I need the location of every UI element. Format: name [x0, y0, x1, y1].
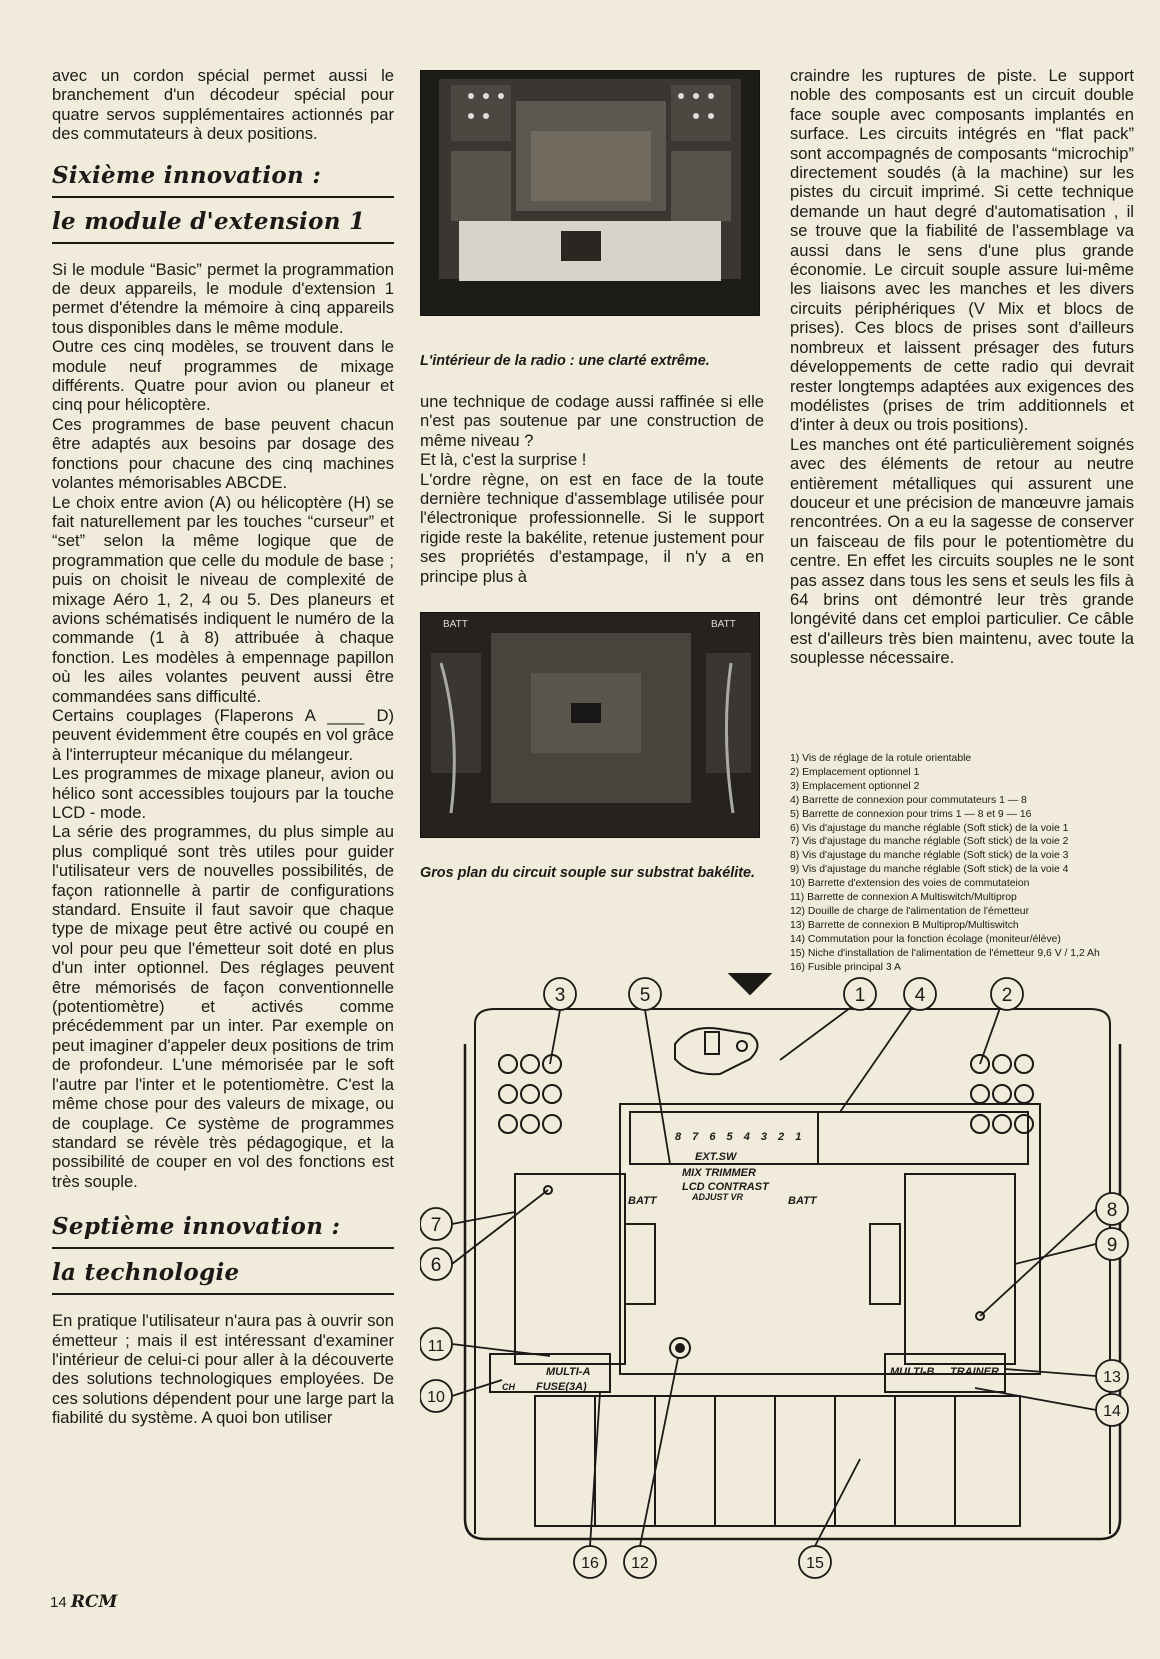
column-3: [790, 66, 1134, 668]
batt-right-label: BATT: [788, 1195, 817, 1207]
svg-text:12: 12: [631, 1555, 649, 1572]
photo-caption-1: L'intérieur de la radio : une clarté extrême.: [420, 353, 710, 369]
paragraph: Les programmes de mixage planeur, avion ou hélico sont accessibles toujours par la touche LCD - mode.: [52, 764, 394, 822]
svg-text:5: 5: [639, 985, 651, 1006]
svg-text:14: 14: [1103, 1403, 1121, 1420]
magazine-logo: RCM: [70, 1592, 118, 1612]
legend-item: 8) Vis d'ajustage du manche réglable (Soft stick) de la voie 3: [790, 850, 1069, 862]
callout-12: [624, 1358, 678, 1578]
legend-item: 9) Vis d'ajustage du manche réglable (Soft stick) de la voie 4: [790, 864, 1069, 876]
fuse-label: FUSE(3A): [536, 1381, 587, 1393]
heading-line: Septième innovation :: [52, 1213, 394, 1249]
mix-trimmer-label: MIX TRIMMER: [682, 1167, 756, 1179]
svg-text:7: 7: [430, 1215, 442, 1236]
multi-a-label: MULTI-A: [546, 1366, 591, 1378]
callout-14: [975, 1388, 1128, 1426]
pcb-digit-row: 8 7 6 5 4 3 2 1: [675, 1131, 806, 1143]
paragraph: avec un cordon spécial permet aussi le branchement d'un décodeur spécial pour quatre servos supplémentaires actionnés par des commutateurs à deux positions.: [52, 66, 394, 144]
svg-text:13: 13: [1103, 1369, 1121, 1386]
adjust-vr-label: ADJUST VR: [692, 1192, 744, 1202]
photo-radio-interior: [420, 70, 760, 316]
paragraph: craindre les ruptures de piste. Le support noble des composants est un circuit double face souple avec composants implantés en surface. Les circuits intégrés en “flat pack” sont accompagnés de composants “microchip” directement soudés (à la machine) sur les pistes du circuit imprimé. Si cette technique demande un haut degré d'automatisation , il se trouve que la fiabilité de l'assemblage va aussi dans le sens d'une plus grande économie. Le circuit souple assure lui-même les liaisons avec les manches et les divers circuits périphériques (V Mix et blocs de prises). Ces blocs de prises sont d'ailleurs nombreux et laissent présager des futurs développements de cette radio qui devrait rester longtemps adaptées aux exigences des modélistes (prises de trim additionnels et d'inter à deux ou trois positions).: [790, 66, 1134, 435]
callout-13: [1005, 1360, 1128, 1392]
svg-text:3: 3: [554, 985, 566, 1006]
trainer-label: TRAINER: [950, 1366, 999, 1378]
callout-11: [420, 1328, 550, 1360]
legend-item: 11) Barrette de connexion A Multiswitch/Multiprop: [790, 892, 1017, 904]
svg-text:2: 2: [1001, 985, 1013, 1006]
callout-15: [799, 1459, 860, 1578]
callout-5: [629, 978, 670, 1164]
svg-text:10: 10: [427, 1389, 445, 1406]
heading-line: le module d'extension 1: [52, 208, 394, 244]
svg-text:16: 16: [581, 1555, 599, 1572]
paragraph: Le choix entre avion (A) ou hélicoptère (H) se fait naturellement par les touches “curseur” et “set” selon la même logique que de programmation que celle du module de base ; puis on choisit le niveau de complexité de mixage Aéro 1, 2, 4 ou 5. Des planeurs et avions schématisés indiquent le numéro de la commande (1 à 8) attribuée à chaque fonction. Les modèles à empennage papillon où les ailes volantes peuvent aussi être commandées sans difficulté.: [52, 492, 394, 706]
column-1: [52, 66, 394, 1428]
multi-b-label: MULTI-B: [890, 1366, 935, 1378]
legend-item: 14) Commutation pour la fonction écolage (moniteur/élève): [790, 933, 1061, 945]
ch-label: CH: [502, 1382, 515, 1392]
callout-3: [544, 978, 576, 1064]
legend-item: 6) Vis d'ajustage du manche réglable (Soft stick) de la voie 1: [790, 822, 1069, 834]
section-heading-7: [52, 1213, 394, 1295]
paragraph: Ces programmes de base peuvent chacun être adaptés aux besoins par dosage des fonctions pour chacune des cinq machines volantes mémorisables ABCDE.: [52, 414, 394, 493]
svg-text:15: 15: [806, 1555, 824, 1572]
svg-text:6: 6: [430, 1255, 442, 1276]
diagram-legend: [790, 752, 1140, 975]
legend-item: 1) Vis de réglage de la rotule orientable: [790, 753, 972, 764]
legend-item: 4) Barrette de connexion pour commutateurs 1 — 8: [790, 794, 1027, 806]
paragraph: Certains couplages (Flaperons A ____ D) peuvent évidemment être coupés en vol grâce à l'interrupteur mécanique du mélangeur.: [52, 705, 394, 764]
column-2: [420, 392, 764, 586]
lcd-contrast-label: LCD CONTRAST: [682, 1181, 769, 1193]
legend-item: 3) Emplacement optionnel 2: [790, 780, 920, 792]
paragraph: Et là, c'est la surprise !: [420, 450, 587, 470]
svg-text:9: 9: [1106, 1235, 1118, 1256]
callout-16: [574, 1392, 606, 1578]
transmitter-diagram: [420, 964, 1140, 1584]
legend-item: 15) Niche d'installation de l'alimentation de l'émetteur 9,6 V / 1,2 Ah: [790, 947, 1100, 959]
ext-sw-label: EXT.SW: [695, 1151, 737, 1163]
photo-batt-right-label: BATT: [711, 619, 736, 630]
paragraph: La série des programmes, du plus simple au plus compliqué sont très utiles pour guider l'utilisateur vers de nouvelles possibilités, de façon rationnelle à partir de configurations standard. Ensuite il faut savoir que chaque type de mixage peut être activé ou coupé en vol pour peu que l'émetteur soit doté en plus d'un inter optionnel. Des réglages peuvent être mémorisés de façon conventionnelle (potentiomètre) et activés comme précédemment par un inter. Par exemple on peut imaginer d'appeler deux positions de trim de profondeur. L'une mémorisée par le soft l'autre par l'inter et le potentiomètre. C'est la même chose pour des valeurs de mixage, ou de couplage. Ce système de programmes standard se révèle très pédagogique, et la possibilité de couper en vol des fonctions est très souple.: [52, 822, 394, 1191]
legend-item: 16) Fusible principal 3 A: [790, 961, 901, 973]
paragraph: Les manches ont été particulièrement soignés avec des éléments de retour au neutre entièrement métalliques qui assurent une douceur et une précision de manœuvre jamais rencontrées. On a eu la sagesse de conserver un faisceau de fils pour le potentiomètre du centre. En effet les circuits souples ne le sont pas assez dans tous les sens et seuls les fils à 64 brins ont démontré leur très grande longévité dans cet emploi particulier. Ce câble est d'ailleurs très bien maintenu, avec toute la souplesse nécessaire.: [790, 434, 1134, 668]
legend-item: 12) Douille de charge de l'alimentation de l'émetteur: [790, 905, 1030, 917]
svg-text:4: 4: [914, 985, 926, 1006]
heading-line: la technologie: [52, 1259, 394, 1295]
heading-line: Sixième innovation :: [52, 162, 394, 198]
callout-7: [420, 1208, 515, 1240]
callout-10: [420, 1380, 502, 1412]
paragraph: une technique de codage aussi raffinée si elle n'est pas soutenue par une construction de même niveau ?: [420, 392, 764, 450]
batt-left-label: BATT: [628, 1195, 657, 1207]
paragraph: Outre ces cinq modèles, se trouvent dans le module neuf programmes de mixage différents. Quatre pour avion ou planeur et cinq pour hélicoptère.: [52, 337, 394, 415]
svg-text:1: 1: [854, 985, 866, 1006]
paragraph: L'ordre règne, on est en face de la toute dernière technique d'assemblage utilisée pour l'électronique professionnelle. Si le support rigide reste la bakélite, retenue justement pour ses propriétés d'estampage, il n'y a en principe plus à: [420, 469, 764, 586]
svg-text:11: 11: [427, 1338, 445, 1355]
photo-batt-left-label: BATT: [443, 619, 468, 630]
paragraph: En pratique l'utilisateur n'aura pas à ouvrir son émetteur ; mais il est intéressant d'examiner l'intérieur de celui-ci pour aller à la découverte des solutions technologiques employées. De ces solutions dépendent pour une large part la fiabilité du système. A quoi bon utiliser: [52, 1311, 394, 1428]
photo-flexible-circuit-image: [421, 613, 759, 837]
photo-flexible-circuit: [420, 612, 760, 838]
legend-item: 10) Barrette d'extension des voies de commutateion: [790, 878, 1030, 890]
callout-2: [980, 978, 1023, 1064]
photo-radio-interior-image: [421, 71, 759, 315]
svg-text:8: 8: [1106, 1200, 1118, 1221]
page-number: 14: [50, 1594, 67, 1611]
callout-1: [780, 978, 876, 1060]
legend-item: 7) Vis d'ajustage du manche réglable (Soft stick) de la voie 2: [790, 836, 1069, 848]
legend-item: 2) Emplacement optionnel 1: [790, 766, 920, 778]
photo-caption-2: Gros plan du circuit souple sur substrat bakélite.: [420, 865, 756, 881]
paragraph: Si le module “Basic” permet la programmation de deux appareils, le module d'extension 1 permet d'étendre la mémoire à cinq appareils tous disponibles dans le même module.: [52, 259, 394, 337]
legend-item: 5) Barrette de connexion pour trims 1 — 8 et 9 — 16: [790, 808, 1032, 820]
section-heading-6: [52, 162, 394, 244]
page-footer: [50, 1592, 117, 1612]
legend-item: 13) Barrette de connexion B Multiprop/Multiswitch: [790, 919, 1019, 931]
callout-9: [1015, 1228, 1128, 1264]
